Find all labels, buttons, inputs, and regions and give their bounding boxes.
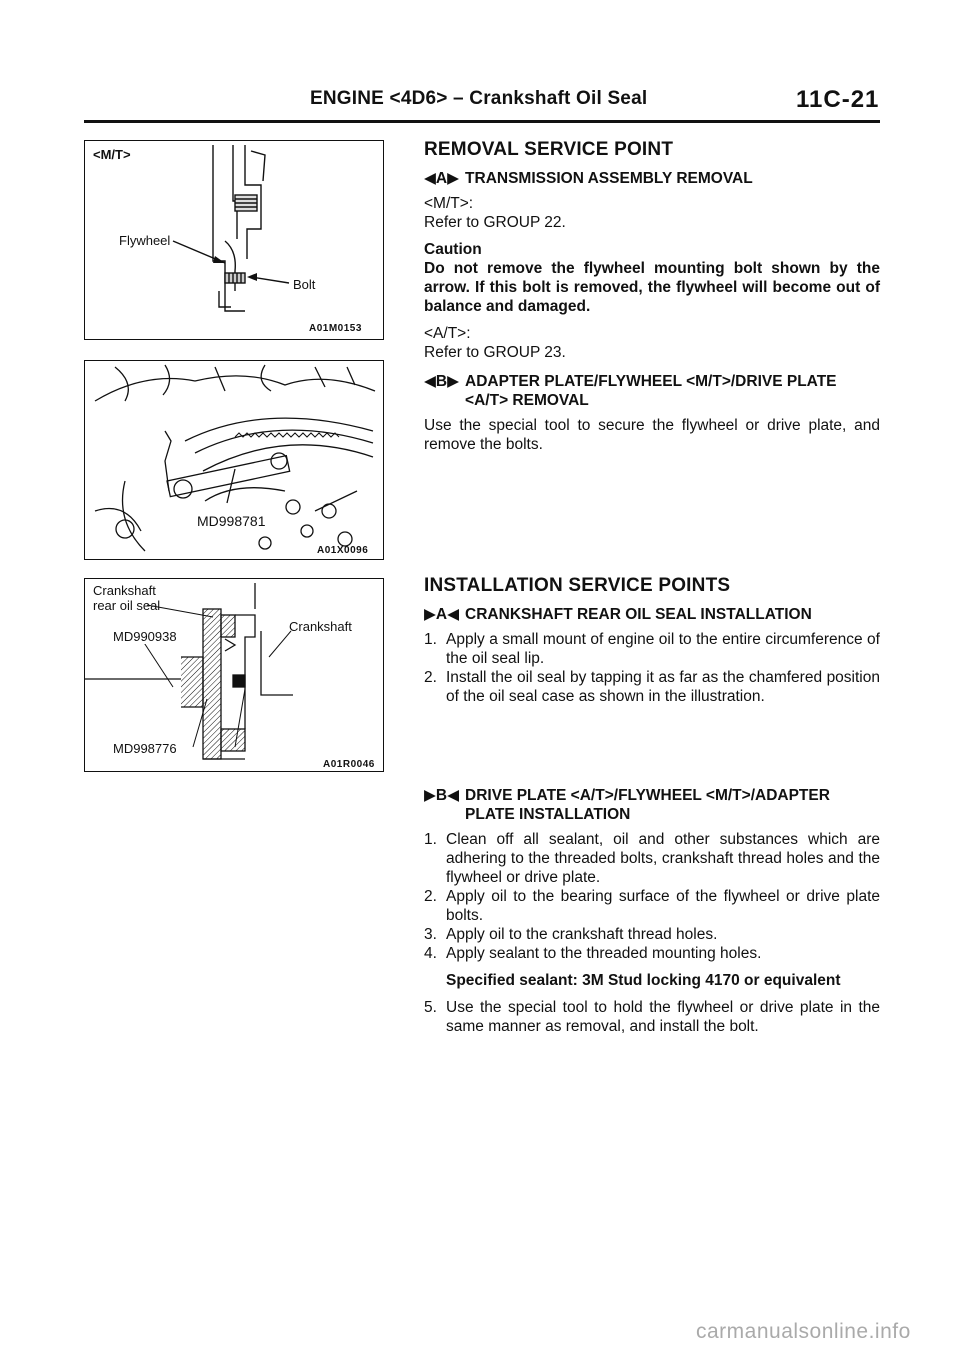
removal-b-heading [424,372,880,410]
fig1-flywheel-label: Flywheel [119,233,171,248]
removal-a-at-ref: Refer to GROUP 23. [424,344,566,361]
removal-a-title: TRANSMISSION ASSEMBLY REMOVAL [465,170,753,187]
removal-b-title: ADAPTER PLATE/FLYWHEEL <M/T>/DRIVE PLATE <A/T> REMOVAL [465,373,837,409]
flywheel-tool-illustration [85,361,385,561]
fig3-seal-label-2: rear oil seal [93,598,161,613]
install-a-steps [424,630,880,706]
fig1-bolt-label: Bolt [293,277,316,292]
fig1-tag: <M/T> [93,147,131,162]
removal-b-text: Use the special tool to secure the flywheel or drive plate, and remove the bolts. [424,417,880,453]
install-b-step-3: Apply oil to the crankshaft thread holes. [446,926,718,943]
removal-a-mark: ◀A▶ [424,170,460,187]
installation-section [424,576,880,710]
figure-flywheel-bolt [84,140,384,340]
install-a-step-2: Install the oil seal by tapping it as far as the chamfered position of the oil seal case as shown in the illustration. [446,669,880,705]
removal-section [424,140,880,462]
watermark: carmanualsonline.info [696,1320,911,1343]
fig3-seal-label-1: Crankshaft [93,583,156,598]
installation-b-section [424,786,880,1040]
figure-flywheel-tool [84,360,384,560]
fig3-tool2-label: MD998776 [113,741,177,756]
install-a-mark: ▶A◀ [424,606,460,623]
figure-oil-seal-install [84,578,384,772]
fig3-tool1-label: MD990938 [113,629,177,644]
install-b-title: DRIVE PLATE <A/T>/FLYWHEEL <M/T>/ADAPTER PLATE INSTALLATION [465,787,830,823]
list-item: 1. Apply a small mount of engine oil to the entire circumference of the oil seal lip. [424,631,880,667]
install-b-step-2: Apply oil to the bearing surface of the flywheel or drive plate bolts. [446,888,880,924]
removal-a-heading [424,169,880,188]
install-b-steps-cont [424,998,880,1036]
install-a-step-1: Apply a small mount of engine oil to the entire circumference of the oil seal lip. [446,631,880,667]
list-item: 3. Apply oil to the crankshaft thread holes. [424,925,880,944]
install-b-step-5: Use the special tool to hold the flywheel or drive plate in the same manner as removal, and install the bolt. [446,999,880,1035]
caution-label: Caution [424,241,482,258]
fig2-tool-label: MD998781 [197,513,266,529]
install-a-heading [424,605,880,624]
list-item: 2. Apply oil to the bearing surface of the flywheel or drive plate bolts. [424,888,880,924]
install-b-heading [424,786,880,824]
list-item: 4. Apply sealant to the threaded mounting holes. [424,944,880,963]
removal-b-mark: ◀B▶ [424,373,460,390]
fig1-code: A01M0153 [309,323,362,334]
caution-text: Do not remove the flywheel mounting bolt shown by the arrow. If this bolt is removed, the flywheel will become out of balance and damaged. [424,260,880,315]
list-item: 5. Use the special tool to hold the flywheel or drive plate in the same manner as removal, and install the bolt. [424,999,880,1035]
install-b-mark: ▶B◀ [424,787,460,804]
removal-heading: REMOVAL SERVICE POINT [424,139,674,160]
install-b-step-1: Clean off all sealant, oil and other substances which are adhering to the threaded bolts, crankshaft thread holes and the flywheel or drive plate. [446,831,880,886]
fig3-code: A01R0046 [323,759,375,770]
installation-heading: INSTALLATION SERVICE POINTS [424,575,731,596]
list-item: 2. Install the oil seal by tapping it as far as the chamfered position of the oil seal case as shown in the illustration. [424,669,880,705]
list-item: 1. Clean off all sealant, oil and other substances which are adhering to the threaded bolts, crankshaft thread holes and the flywheel or drive plate. [424,831,880,886]
install-b-step-4: Apply sealant to the threaded mounting holes. [446,945,762,962]
removal-a-mt: <M/T>: [424,195,474,212]
specified-sealant: Specified sealant: 3M Stud locking 4170 or equivalent [446,972,841,989]
removal-a-mt-ref: Refer to GROUP 22. [424,214,566,231]
page-number: 11C-21 [796,86,880,113]
install-b-steps [424,830,880,963]
fig3-crankshaft-label: Crankshaft [289,619,352,634]
removal-a-at: <A/T>: [424,325,471,342]
install-a-title: CRANKSHAFT REAR OIL SEAL INSTALLATION [465,606,812,623]
header-divider [84,120,880,123]
page-title: ENGINE <4D6> – Crankshaft Oil Seal [310,88,648,109]
fig2-code: A01X0096 [317,545,369,556]
